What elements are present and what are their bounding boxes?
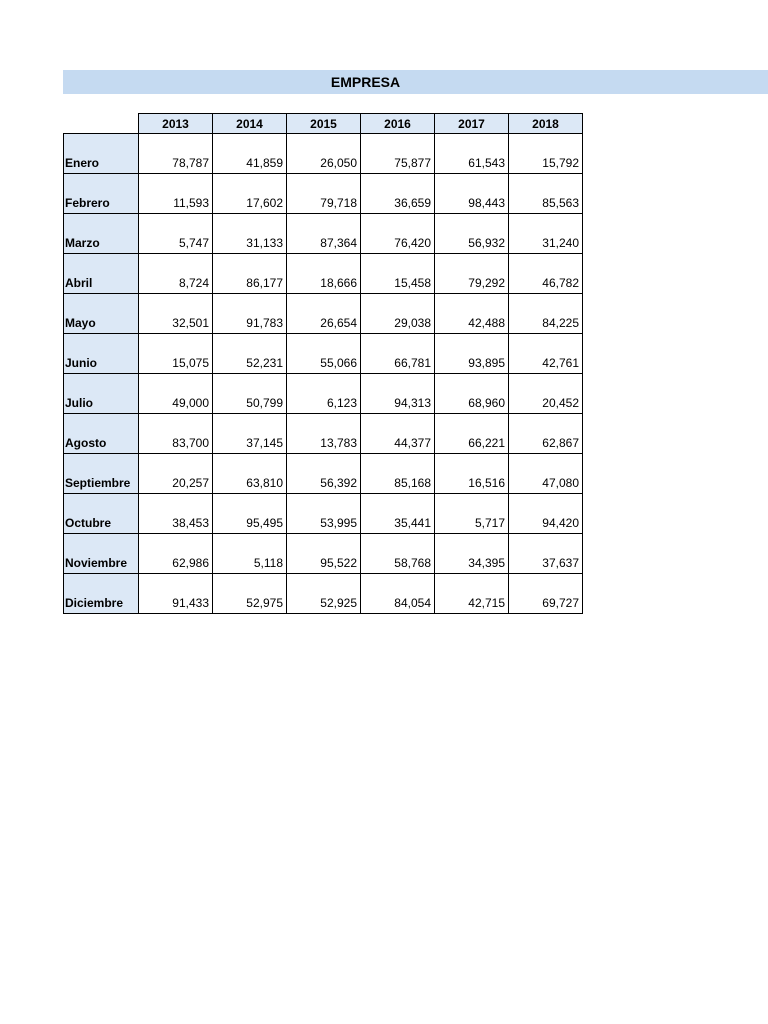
value-cell[interactable]: 50,799 — [213, 374, 287, 414]
value-cell[interactable]: 13,783 — [287, 414, 361, 454]
value-cell[interactable]: 5,717 — [435, 494, 509, 534]
value-cell[interactable]: 6,123 — [287, 374, 361, 414]
value-cell[interactable]: 93,895 — [435, 334, 509, 374]
value-cell[interactable]: 37,637 — [509, 534, 583, 574]
value-cell[interactable]: 66,781 — [361, 334, 435, 374]
year-header[interactable]: 2016 — [361, 114, 435, 134]
value-cell[interactable]: 47,080 — [509, 454, 583, 494]
value-cell[interactable]: 41,859 — [213, 134, 287, 174]
month-label[interactable]: Mayo — [64, 294, 139, 334]
table-row — [64, 254, 583, 294]
value-cell[interactable]: 66,221 — [435, 414, 509, 454]
month-label[interactable]: Enero — [64, 134, 139, 174]
value-cell[interactable]: 5,118 — [213, 534, 287, 574]
value-cell[interactable]: 34,395 — [435, 534, 509, 574]
value-cell[interactable]: 26,654 — [287, 294, 361, 334]
value-cell[interactable]: 26,050 — [287, 134, 361, 174]
value-cell[interactable]: 86,177 — [213, 254, 287, 294]
value-cell[interactable]: 84,225 — [509, 294, 583, 334]
year-header[interactable]: 2013 — [139, 114, 213, 134]
month-label[interactable]: Junio — [64, 334, 139, 374]
table-row — [64, 374, 583, 414]
value-cell[interactable]: 91,433 — [139, 574, 213, 614]
value-cell[interactable]: 85,168 — [361, 454, 435, 494]
value-cell[interactable]: 53,995 — [287, 494, 361, 534]
value-cell[interactable]: 44,377 — [361, 414, 435, 454]
value-cell[interactable]: 36,659 — [361, 174, 435, 214]
value-cell[interactable]: 75,877 — [361, 134, 435, 174]
table-row — [64, 174, 583, 214]
corner-cell — [64, 114, 139, 134]
value-cell[interactable]: 94,420 — [509, 494, 583, 534]
value-cell[interactable]: 8,724 — [139, 254, 213, 294]
month-label[interactable]: Febrero — [64, 174, 139, 214]
value-cell[interactable]: 42,488 — [435, 294, 509, 334]
value-cell[interactable]: 15,458 — [361, 254, 435, 294]
value-cell[interactable]: 46,782 — [509, 254, 583, 294]
value-cell[interactable]: 18,666 — [287, 254, 361, 294]
table-body — [64, 134, 583, 614]
month-label[interactable]: Marzo — [64, 214, 139, 254]
value-cell[interactable]: 63,810 — [213, 454, 287, 494]
month-label[interactable]: Diciembre — [64, 574, 139, 614]
value-cell[interactable]: 61,543 — [435, 134, 509, 174]
table-row — [64, 414, 583, 454]
value-cell[interactable]: 69,727 — [509, 574, 583, 614]
value-cell[interactable]: 49,000 — [139, 374, 213, 414]
value-cell[interactable]: 52,975 — [213, 574, 287, 614]
value-cell[interactable]: 42,715 — [435, 574, 509, 614]
value-cell[interactable]: 5,747 — [139, 214, 213, 254]
value-cell[interactable]: 95,522 — [287, 534, 361, 574]
value-cell[interactable]: 32,501 — [139, 294, 213, 334]
table-row — [64, 534, 583, 574]
value-cell[interactable]: 85,563 — [509, 174, 583, 214]
page-title: EMPRESA — [330, 74, 401, 90]
table-row — [64, 574, 583, 614]
value-cell[interactable]: 68,960 — [435, 374, 509, 414]
year-header[interactable]: 2017 — [435, 114, 509, 134]
year-header[interactable]: 2018 — [509, 114, 583, 134]
value-cell[interactable]: 83,700 — [139, 414, 213, 454]
value-cell[interactable]: 31,240 — [509, 214, 583, 254]
value-cell[interactable]: 78,787 — [139, 134, 213, 174]
value-cell[interactable]: 62,867 — [509, 414, 583, 454]
table-row — [64, 454, 583, 494]
value-cell[interactable]: 84,054 — [361, 574, 435, 614]
value-cell[interactable]: 20,257 — [139, 454, 213, 494]
value-cell[interactable]: 55,066 — [287, 334, 361, 374]
value-cell[interactable]: 20,452 — [509, 374, 583, 414]
value-cell[interactable]: 11,593 — [139, 174, 213, 214]
month-label[interactable]: Agosto — [64, 414, 139, 454]
value-cell[interactable]: 76,420 — [361, 214, 435, 254]
title-banner — [63, 70, 768, 94]
header-row — [64, 114, 583, 134]
value-cell[interactable]: 38,453 — [139, 494, 213, 534]
month-label[interactable]: Abril — [64, 254, 139, 294]
value-cell[interactable]: 17,602 — [213, 174, 287, 214]
value-cell[interactable]: 15,075 — [139, 334, 213, 374]
value-cell[interactable]: 79,292 — [435, 254, 509, 294]
value-cell[interactable]: 87,364 — [287, 214, 361, 254]
month-label[interactable]: Octubre — [64, 494, 139, 534]
table-row — [64, 214, 583, 254]
value-cell[interactable]: 31,133 — [213, 214, 287, 254]
value-cell[interactable]: 35,441 — [361, 494, 435, 534]
monthly-data-table — [63, 113, 583, 614]
year-header[interactable]: 2015 — [287, 114, 361, 134]
value-cell[interactable]: 94,313 — [361, 374, 435, 414]
month-label[interactable]: Septiembre — [64, 454, 139, 494]
year-header[interactable]: 2014 — [213, 114, 287, 134]
value-cell[interactable]: 56,392 — [287, 454, 361, 494]
value-cell[interactable]: 79,718 — [287, 174, 361, 214]
table-row — [64, 494, 583, 534]
month-label[interactable]: Noviembre — [64, 534, 139, 574]
value-cell[interactable]: 42,761 — [509, 334, 583, 374]
value-cell[interactable]: 98,443 — [435, 174, 509, 214]
table-row — [64, 294, 583, 334]
table-row — [64, 134, 583, 174]
month-label[interactable]: Julio — [64, 374, 139, 414]
value-cell[interactable]: 95,495 — [213, 494, 287, 534]
table-row — [64, 334, 583, 374]
value-cell[interactable]: 16,516 — [435, 454, 509, 494]
value-cell[interactable]: 91,783 — [213, 294, 287, 334]
value-cell[interactable]: 56,932 — [435, 214, 509, 254]
value-cell[interactable]: 62,986 — [139, 534, 213, 574]
value-cell[interactable]: 58,768 — [361, 534, 435, 574]
value-cell[interactable]: 37,145 — [213, 414, 287, 454]
value-cell[interactable]: 52,231 — [213, 334, 287, 374]
value-cell[interactable]: 52,925 — [287, 574, 361, 614]
value-cell[interactable]: 15,792 — [509, 134, 583, 174]
value-cell[interactable]: 29,038 — [361, 294, 435, 334]
